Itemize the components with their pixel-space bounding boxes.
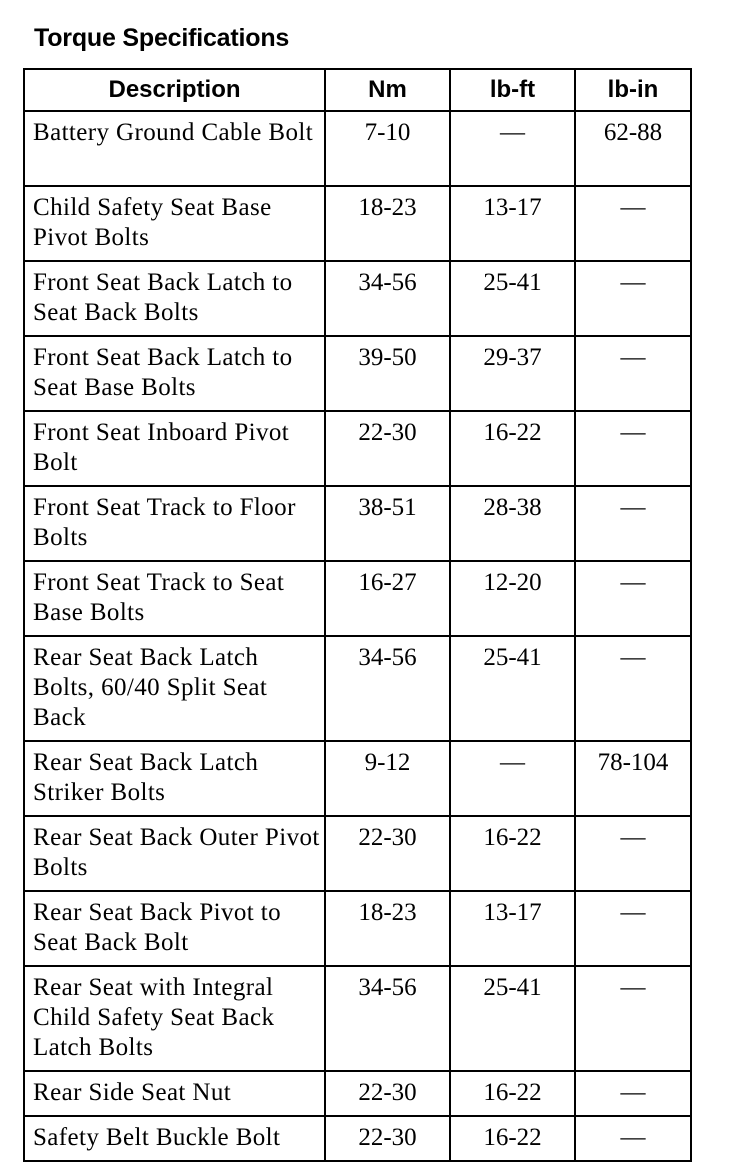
nm-cell: 7-10 [325,111,450,186]
description-cell: Safety Belt Buckle Bolt [24,1116,325,1161]
nm-cell: 22-30 [325,1071,450,1116]
lbft-cell: 25-41 [450,261,575,336]
lbft-cell: 16-22 [450,411,575,486]
lbin-cell: — [575,486,691,561]
description-cell: Rear Seat Back Outer Pivot Bolts [24,816,325,891]
lbft-cell: — [450,111,575,186]
column-header-description: Description [24,69,325,111]
nm-cell: 22-30 [325,411,450,486]
lbft-cell: 12-20 [450,561,575,636]
description-cell: Rear Seat with Integral Child Safety Seat Back Latch Bolts [24,966,325,1071]
torque-spec-table [23,68,692,1162]
table-row [24,891,691,966]
table-row [24,486,691,561]
description-cell: Rear Seat Back Latch Bolts, 60/40 Split Seat Back [24,636,325,741]
table-header-row [24,69,691,111]
lbft-cell: — [450,741,575,816]
nm-cell: 18-23 [325,186,450,261]
table-row [24,816,691,891]
table-row [24,1116,691,1161]
lbft-cell: 16-22 [450,816,575,891]
table-row [24,186,691,261]
table-row [24,561,691,636]
lbft-cell: 13-17 [450,891,575,966]
table-row [24,336,691,411]
lbin-cell: — [575,411,691,486]
description-cell: Child Safety Seat Base Pivot Bolts [24,186,325,261]
description-cell: Front Seat Back Latch to Seat Back Bolts [24,261,325,336]
lbin-cell: — [575,186,691,261]
lbin-cell: — [575,1116,691,1161]
nm-cell: 16-27 [325,561,450,636]
table-row [24,111,691,186]
lbin-cell: — [575,336,691,411]
description-cell: Rear Seat Back Latch Striker Bolts [24,741,325,816]
description-cell: Front Seat Track to Seat Base Bolts [24,561,325,636]
lbin-cell: — [575,1071,691,1116]
nm-cell: 34-56 [325,636,450,741]
nm-cell: 22-30 [325,816,450,891]
lbft-cell: 25-41 [450,636,575,741]
table-row [24,966,691,1071]
lbin-cell: — [575,636,691,741]
nm-cell: 22-30 [325,1116,450,1161]
description-cell: Rear Side Seat Nut [24,1071,325,1116]
lbft-cell: 28-38 [450,486,575,561]
description-cell: Front Seat Inboard Pivot Bolt [24,411,325,486]
nm-cell: 39-50 [325,336,450,411]
lbin-cell: 78-104 [575,741,691,816]
lbft-cell: 13-17 [450,186,575,261]
lbft-cell: 29-37 [450,336,575,411]
lbin-cell: — [575,816,691,891]
description-cell: Battery Ground Cable Bolt [24,111,325,186]
lbft-cell: 25-41 [450,966,575,1071]
description-cell: Front Seat Track to Floor Bolts [24,486,325,561]
lbin-cell: 62-88 [575,111,691,186]
nm-cell: 34-56 [325,966,450,1071]
lbin-cell: — [575,891,691,966]
table-row [24,261,691,336]
table-row [24,411,691,486]
nm-cell: 9-12 [325,741,450,816]
table-row [24,1071,691,1116]
lbin-cell: — [575,261,691,336]
column-header-nm: Nm [325,69,450,111]
description-cell: Front Seat Back Latch to Seat Base Bolts [24,336,325,411]
lbft-cell: 16-22 [450,1116,575,1161]
nm-cell: 38-51 [325,486,450,561]
column-header-lbin: lb-in [575,69,691,111]
nm-cell: 34-56 [325,261,450,336]
table-row [24,636,691,741]
page-title: Torque Specifications [34,24,290,52]
description-cell: Rear Seat Back Pivot to Seat Back Bolt [24,891,325,966]
lbin-cell: — [575,561,691,636]
lbin-cell: — [575,966,691,1071]
nm-cell: 18-23 [325,891,450,966]
table-row [24,741,691,816]
column-header-lbft: lb-ft [450,69,575,111]
lbft-cell: 16-22 [450,1071,575,1116]
